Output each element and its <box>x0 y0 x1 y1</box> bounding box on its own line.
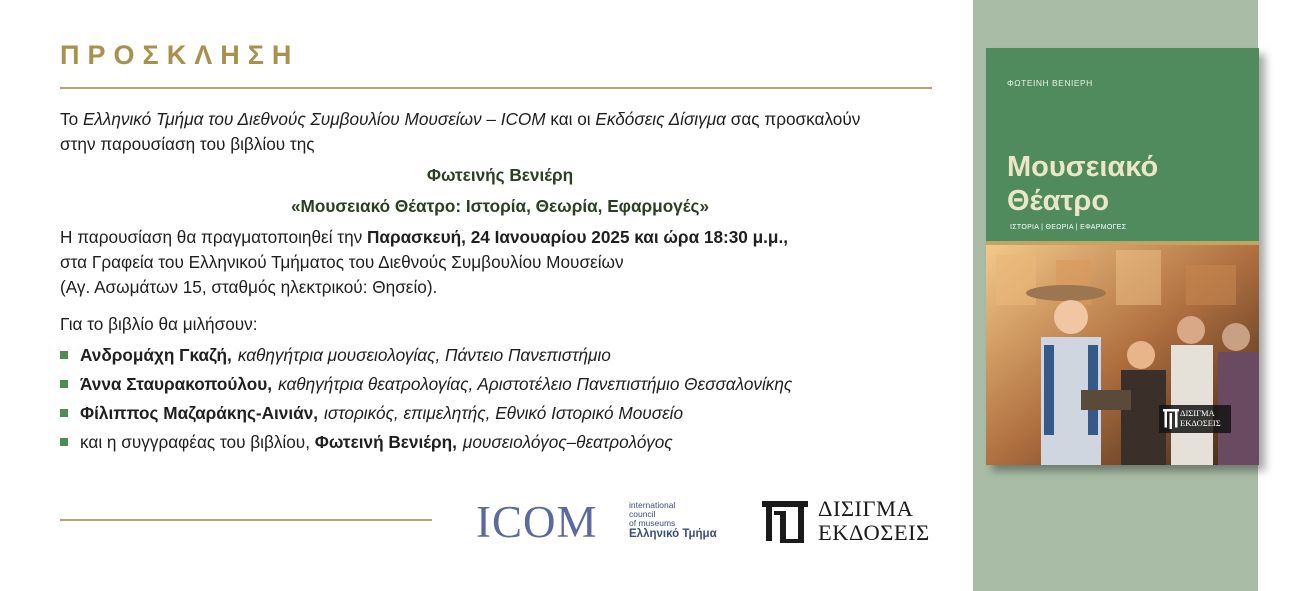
speaker-item <box>60 428 940 457</box>
cover-author: ΦΩΤΕΙΝΗ ΒΕΝΙΕΡΗ <box>1007 78 1093 88</box>
disigma-logo <box>760 497 935 547</box>
icom-caption-line: international <box>629 500 676 510</box>
intro-publisher: Εκδόσεις Δίσιγμα <box>595 109 726 129</box>
cover-title-line-2: Θέατρο <box>1007 185 1110 217</box>
invitation-heading: ΠΡΟΣΚΛΗΣΗ <box>60 40 300 70</box>
speaker-role: ιστορικός, επιμελητής, Εθνικό Ιστορικό Μουσείο <box>324 403 684 423</box>
cover-publisher-logo <box>1159 405 1231 433</box>
intro-text-2: και οι <box>545 109 596 129</box>
icom-logo-letters: ICOM <box>476 497 598 547</box>
intro-text-1: Το <box>60 109 83 129</box>
icom-logo <box>476 497 738 547</box>
speakers-intro: Για το βιβλίο θα μιλήσουν: <box>60 314 258 334</box>
invitation-body <box>60 107 940 457</box>
author-name: Φωτεινής Βενιέρη <box>426 165 574 185</box>
speakers-list <box>60 341 940 457</box>
speaker-role: καθηγήτρια μουσειολογίας, Πάντειο Πανεπιστήμιο <box>237 345 611 365</box>
speaker-name: Άννα Σταυρακοπούλου, <box>80 374 273 394</box>
event-line-3: (Αγ. Ασωμάτων 15, σταθμός ηλεκτρικού: Θησείο). <box>60 277 438 297</box>
speaker-prefix: και η συγγραφέας του βιβλίου, <box>80 432 315 452</box>
bullet-square-icon <box>60 438 68 446</box>
event-line-2: στα Γραφεία του Ελληνικού Τμήματος του Διεθνούς Συμβουλίου Μουσείων <box>60 252 624 272</box>
speaker-name: Φωτεινή Βενιέρη, <box>314 432 457 452</box>
speaker-item <box>60 370 940 399</box>
intro-line-1 <box>60 107 940 132</box>
cover-disigma-mark-icon <box>1163 409 1179 429</box>
book-title: «Μουσειακό Θέατρο: Ιστορία, Θεωρία, Εφαρμογές» <box>290 196 709 216</box>
cover-title <box>1007 150 1158 218</box>
cover-title-line-1: Μουσειακό <box>1007 151 1159 183</box>
event-text-1: Η παρουσίαση θα πραγματοποιηθεί την <box>60 227 367 247</box>
bullet-square-icon <box>60 351 68 359</box>
speaker-name: Φίλιππος Μαζαράκης-Αινιάν, <box>80 403 319 423</box>
cover-logo-word-2: ΕΚΔΟΣΕΙΣ <box>1180 417 1221 428</box>
disigma-word-1: ΔΙΣΙΓΜΑ <box>818 496 914 521</box>
icom-logo-caption <box>629 501 675 528</box>
intro-line-2: στην παρουσίαση του βιβλίου της <box>60 134 315 154</box>
speaker-item <box>60 399 940 428</box>
icom-caption-line: of museums <box>629 518 676 528</box>
intro-icom: Ελληνικό Τμήμα του Διεθνούς Συμβουλίου Μουσείων – ICOM <box>82 109 546 129</box>
event-date: Παρασκευή, 24 Ιανουαρίου 2025 και ώρα 18:30 μ.μ., <box>367 227 789 247</box>
bullet-square-icon <box>60 409 68 417</box>
cover-logo-wordmark <box>1180 409 1221 428</box>
cover-subtitle: ΙΣΤΟΡΙΑ | ΘΕΩΡΙΑ | ΕΦΑΡΜΟΓΕΣ <box>1010 224 1127 231</box>
speaker-role: μουσειολόγος–θεατρολόγος <box>462 432 673 452</box>
speaker-name: Ανδρομάχη Γκαζή, <box>80 345 232 365</box>
icom-caption-line: council <box>629 509 656 519</box>
disigma-word-2: ΕΚΔΟΣΕΙΣ <box>818 520 930 545</box>
intro-text-3: σας προσκαλούν <box>725 109 861 129</box>
bullet-square-icon <box>60 380 68 388</box>
disigma-mark-icon <box>760 499 810 545</box>
speaker-item <box>60 341 940 370</box>
book-cover <box>986 48 1259 465</box>
bottom-divider <box>60 519 432 521</box>
speaker-role: καθηγήτρια θεατρολογίας, Αριστοτέλειο Πανεπιστήμιο Θεσσαλονίκης <box>278 374 793 394</box>
icom-section-label: Ελληνικό Τμήμα <box>629 528 717 540</box>
disigma-wordmark <box>818 497 930 545</box>
top-divider <box>60 87 932 89</box>
cover-logo-word-1: ΔΙΣΙΓΜΑ <box>1180 408 1215 418</box>
event-line-1 <box>60 225 940 250</box>
